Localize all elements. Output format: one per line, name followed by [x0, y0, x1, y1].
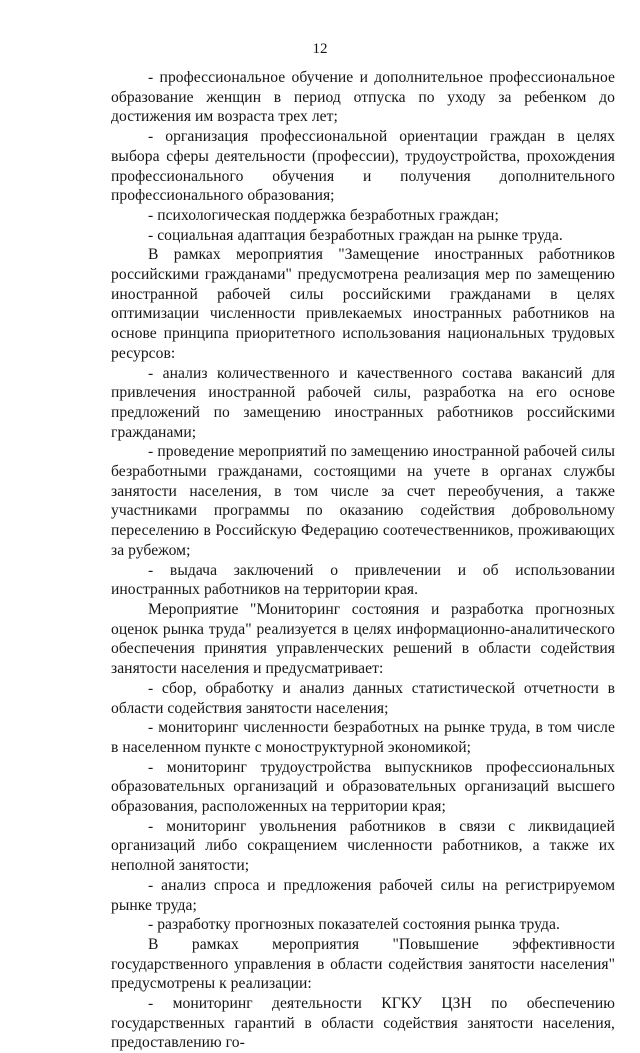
- paragraph: - психологическая поддержка безработных граждан;: [148, 206, 499, 224]
- paragraph: - анализ спроса и предложения рабочей силы на регистрируемом рынке труда;: [111, 876, 615, 914]
- paragraph: - выдача заключений о привлечении и об использовании иностранных работников на территории края.: [111, 561, 615, 599]
- page-number: 12: [312, 41, 328, 57]
- paragraph: - разработку прогнозных показателей состояния рынка труда.: [148, 916, 560, 934]
- paragraph: - мониторинг деятельности КГКУ ЦЗН по обеспечению государственных гарантий в области содействия занятости населения, предоставлению го-: [111, 995, 615, 1052]
- paragraph: - сбор, обработку и анализ данных статистической отчетности в области содействия занятости населения;: [111, 679, 615, 717]
- paragraph: - анализ количественного и качественного состава вакансий для привлечения иностранной рабочей силы, разработка на его основе предложений по замещению иностранных работников российскими гражданами;: [111, 364, 615, 441]
- paragraph: - мониторинг численности безработных на рынке труда, в том числе в населенном пункте с моноструктурной экономикой;: [111, 719, 615, 756]
- document-body: [111, 68, 615, 1053]
- paragraph: - проведение мероприятий по замещению иностранной рабочей силы безработными гражданами, состоящими на учете в органах службы занятости населения, в том числе за счет переобучения, а также участниками программы по оказанию содействия добровольному переселению в Российскую Федерацию соотечественников, проживающих за рубежом;: [111, 443, 615, 559]
- paragraph: В рамках мероприятия "Повышение эффективности государственного управления в области содействия занятости населения" предусмотрены к реализации:: [111, 935, 615, 993]
- paragraph: В рамках мероприятия "Замещение иностранных работников российскими гражданами" предусмотрена реализация мер по замещению иностранной рабочей силы российскими гражданами в целях оптимизации численности привлекаемых иностранных работников на основе принципа приоритетного использования национальных трудовых ресурсов:: [111, 246, 615, 362]
- paragraph: - профессиональное обучение и дополнительное профессиональное образование женщин в период отпуска по уходу за ребенком до достижения им возраста трех лет;: [111, 69, 615, 126]
- paragraph: Мероприятие "Мониторинг состояния и разработка прогнозных оценок рынка труда" реализуется в целях информационно-аналитического обеспечения принятия управленческих решений в области содействия занятости населения и предусматривает:: [111, 600, 615, 678]
- paragraph: - социальная адаптация безработных граждан на рынке труда.: [148, 226, 563, 244]
- paragraph: - организация профессиональной ориентации граждан в целях выбора сферы деятельности (профессии), трудоустройства, прохождения профессионального обучения и получения дополнительного профессионального образования;: [111, 128, 615, 205]
- paragraph: - мониторинг трудоустройства выпускников профессиональных образовательных организаций и образовательных организаций высшего образования, расположенных на территории края;: [111, 758, 615, 816]
- paragraph: - мониторинг увольнения работников в связи с ликвидацией организаций либо сокращением численности работников, а также их неполной занятости;: [111, 817, 615, 875]
